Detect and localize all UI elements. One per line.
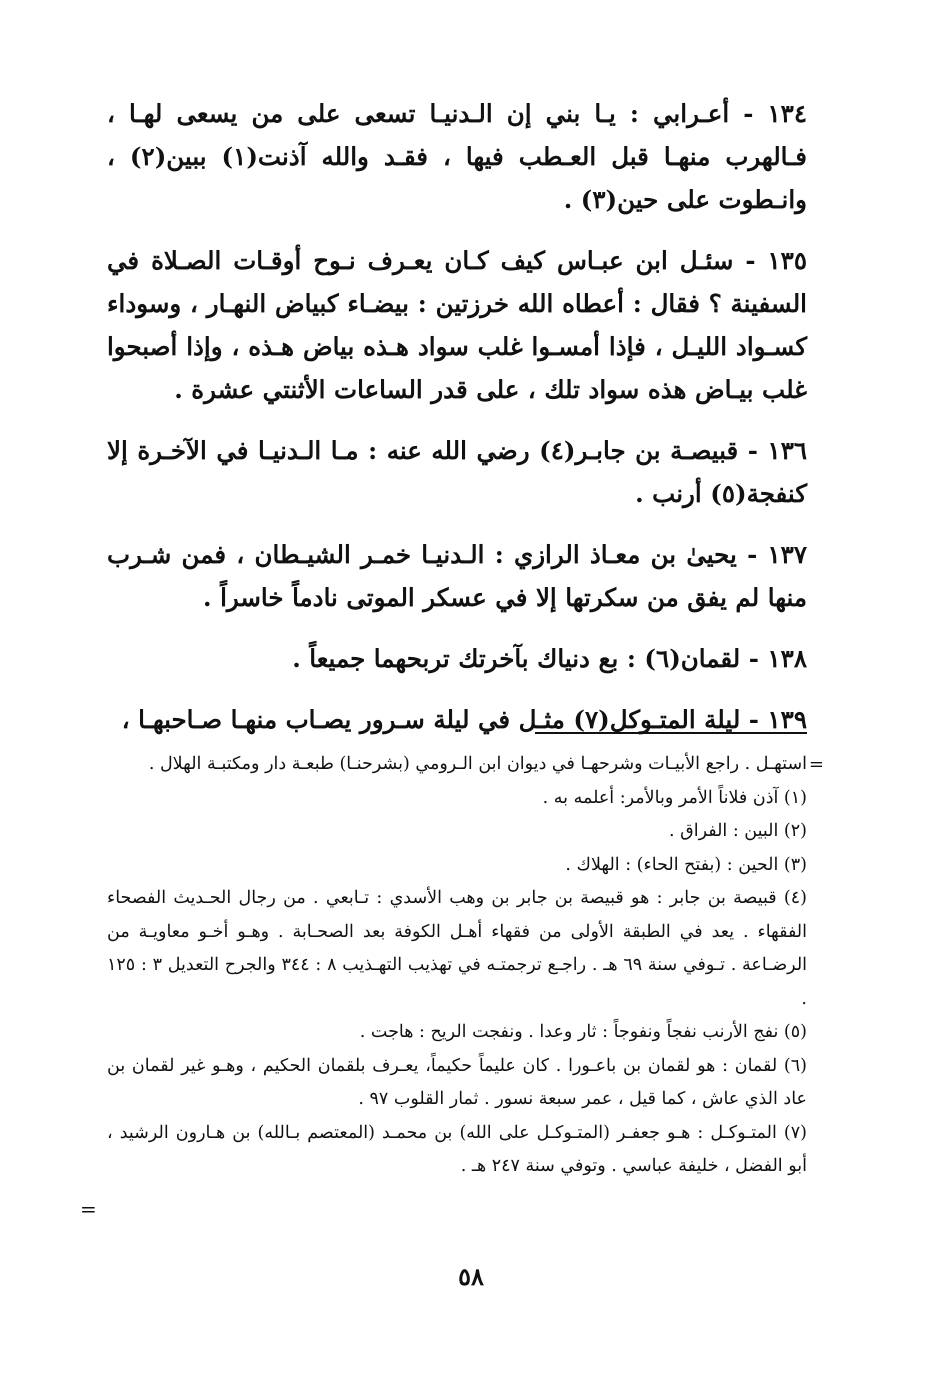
page-number: ٥٨ (458, 1262, 484, 1291)
paragraph-135: ١٣٥ - سئـل ابن عبـاس كيف كـان يعـرف نـوح أوقـات الصـلاة في السفينة ؟ فقال : أعطاه الله خرزتين : بيضـاء كبياض النهـار ، وسوداء كسـواد الليـل ، فإذا أمسـوا غلب سواد هـذه بياض هـذه ، وإذا أصبحوا غلب بيـاض هذه سواد تلك ، على قدر الساعات الأثنتي عشرة . (107, 246, 807, 404)
paragraph-138: ١٣٨ - لقمان(٦) : بع دنياك بآخرتك تربحهما جميعاً . (292, 644, 807, 673)
footnote-divider (535, 732, 807, 734)
paragraph-137: ١٣٧ - يحيىٰ بن معـاذ الرازي : الـدنيـا خمـر الشيـطان ، فمن شـرب منها لم يفق من سكرتها إلا في عسكر الموتى نادماً خاسراً . (107, 540, 807, 612)
footnote-6: (٦) لقمان : هو لقمان بن باعـورا . كان عليماً حكيماً، يعـرف بلقمان الحكيم ، وهـو غير لقمان بن عاد الذي عاش ، كما قيل ، عمر سبعة نسور . ثمار القلوب ٩٧ . (107, 1055, 807, 1109)
paragraph-134: ١٣٤ - أعـرابي : يـا بني إن الـدنيـا تسعى على من يسعى لهـا ، فـالهرب منهـا قبل العـطب فيها ، فقـد والله آذنت(١) ببين(٢) ، وانـطوت على حين(٣) . (107, 99, 808, 214)
paragraph-136: ١٣٦ - قبيصـة بن جابـر(٤) رضي الله عنه : مـا الـدنيـا في الآخـرة إلا كنفجة(٥) أرنب . (107, 436, 808, 508)
continuation-mark-top: = (808, 754, 824, 775)
footnote-3: (٣) الحين : (بفتح الحاء) : الهلاك . (565, 854, 807, 875)
footnotes (107, 748, 807, 1184)
continuation-mark-bottom: = (80, 1197, 97, 1221)
footnote-5: (٥) نفج الأرنب نفجاً ونفوجاً : ثار وعدا . ونفجت الريح : هاجت . (359, 1022, 807, 1042)
footnote-7: (٧) المتـوكـل : هـو جعفـر (المتـوكـل على الله) بن محمـد (المعتصم بـالله) بن هـارون الرشيد ، أبو الفضل ، خليفة عباسي . وتوفي سنة ٢٤٧ هـ . (107, 1122, 807, 1176)
footnote-4: (٤) قبيصة بن جابر : هو قبيصة بن جابر بن وهب الأسدي : تـابعي . من رجال الحـديث الفصحاء الفقهاء . يعد في الطبقة الأولى من فقهاء أهـل الكوفة بعد الصحـابة . وهـو أخـو معاويـة من الرضـاعة . تـوفي سنة ٦٩ هـ . راجـع ترجمتـه في تهذيب التهـذيب ٨ : ٣٤٤ والجرح التعديل ٣ : ١٢٥ . (107, 888, 808, 1009)
main-text (107, 92, 807, 759)
footnote-1: (١) آذن فلاناً الأمر وبالأمر: أعلمه به . (542, 787, 807, 808)
footnote-continued: استهـل . راجع الأبيـات وشرحهـا في ديوان ابن الـرومي (بشرحنـا) طبعـة دار ومكتبـة الهلال . (148, 754, 807, 774)
paragraph-139: ١٣٩ - ليلة المتـوكل(٧) مثـل في ليلة سـرور يصـاب منهـا صـاحبهـا ، (121, 705, 807, 734)
footnote-2: (٢) البين : الفراق . (669, 821, 807, 841)
